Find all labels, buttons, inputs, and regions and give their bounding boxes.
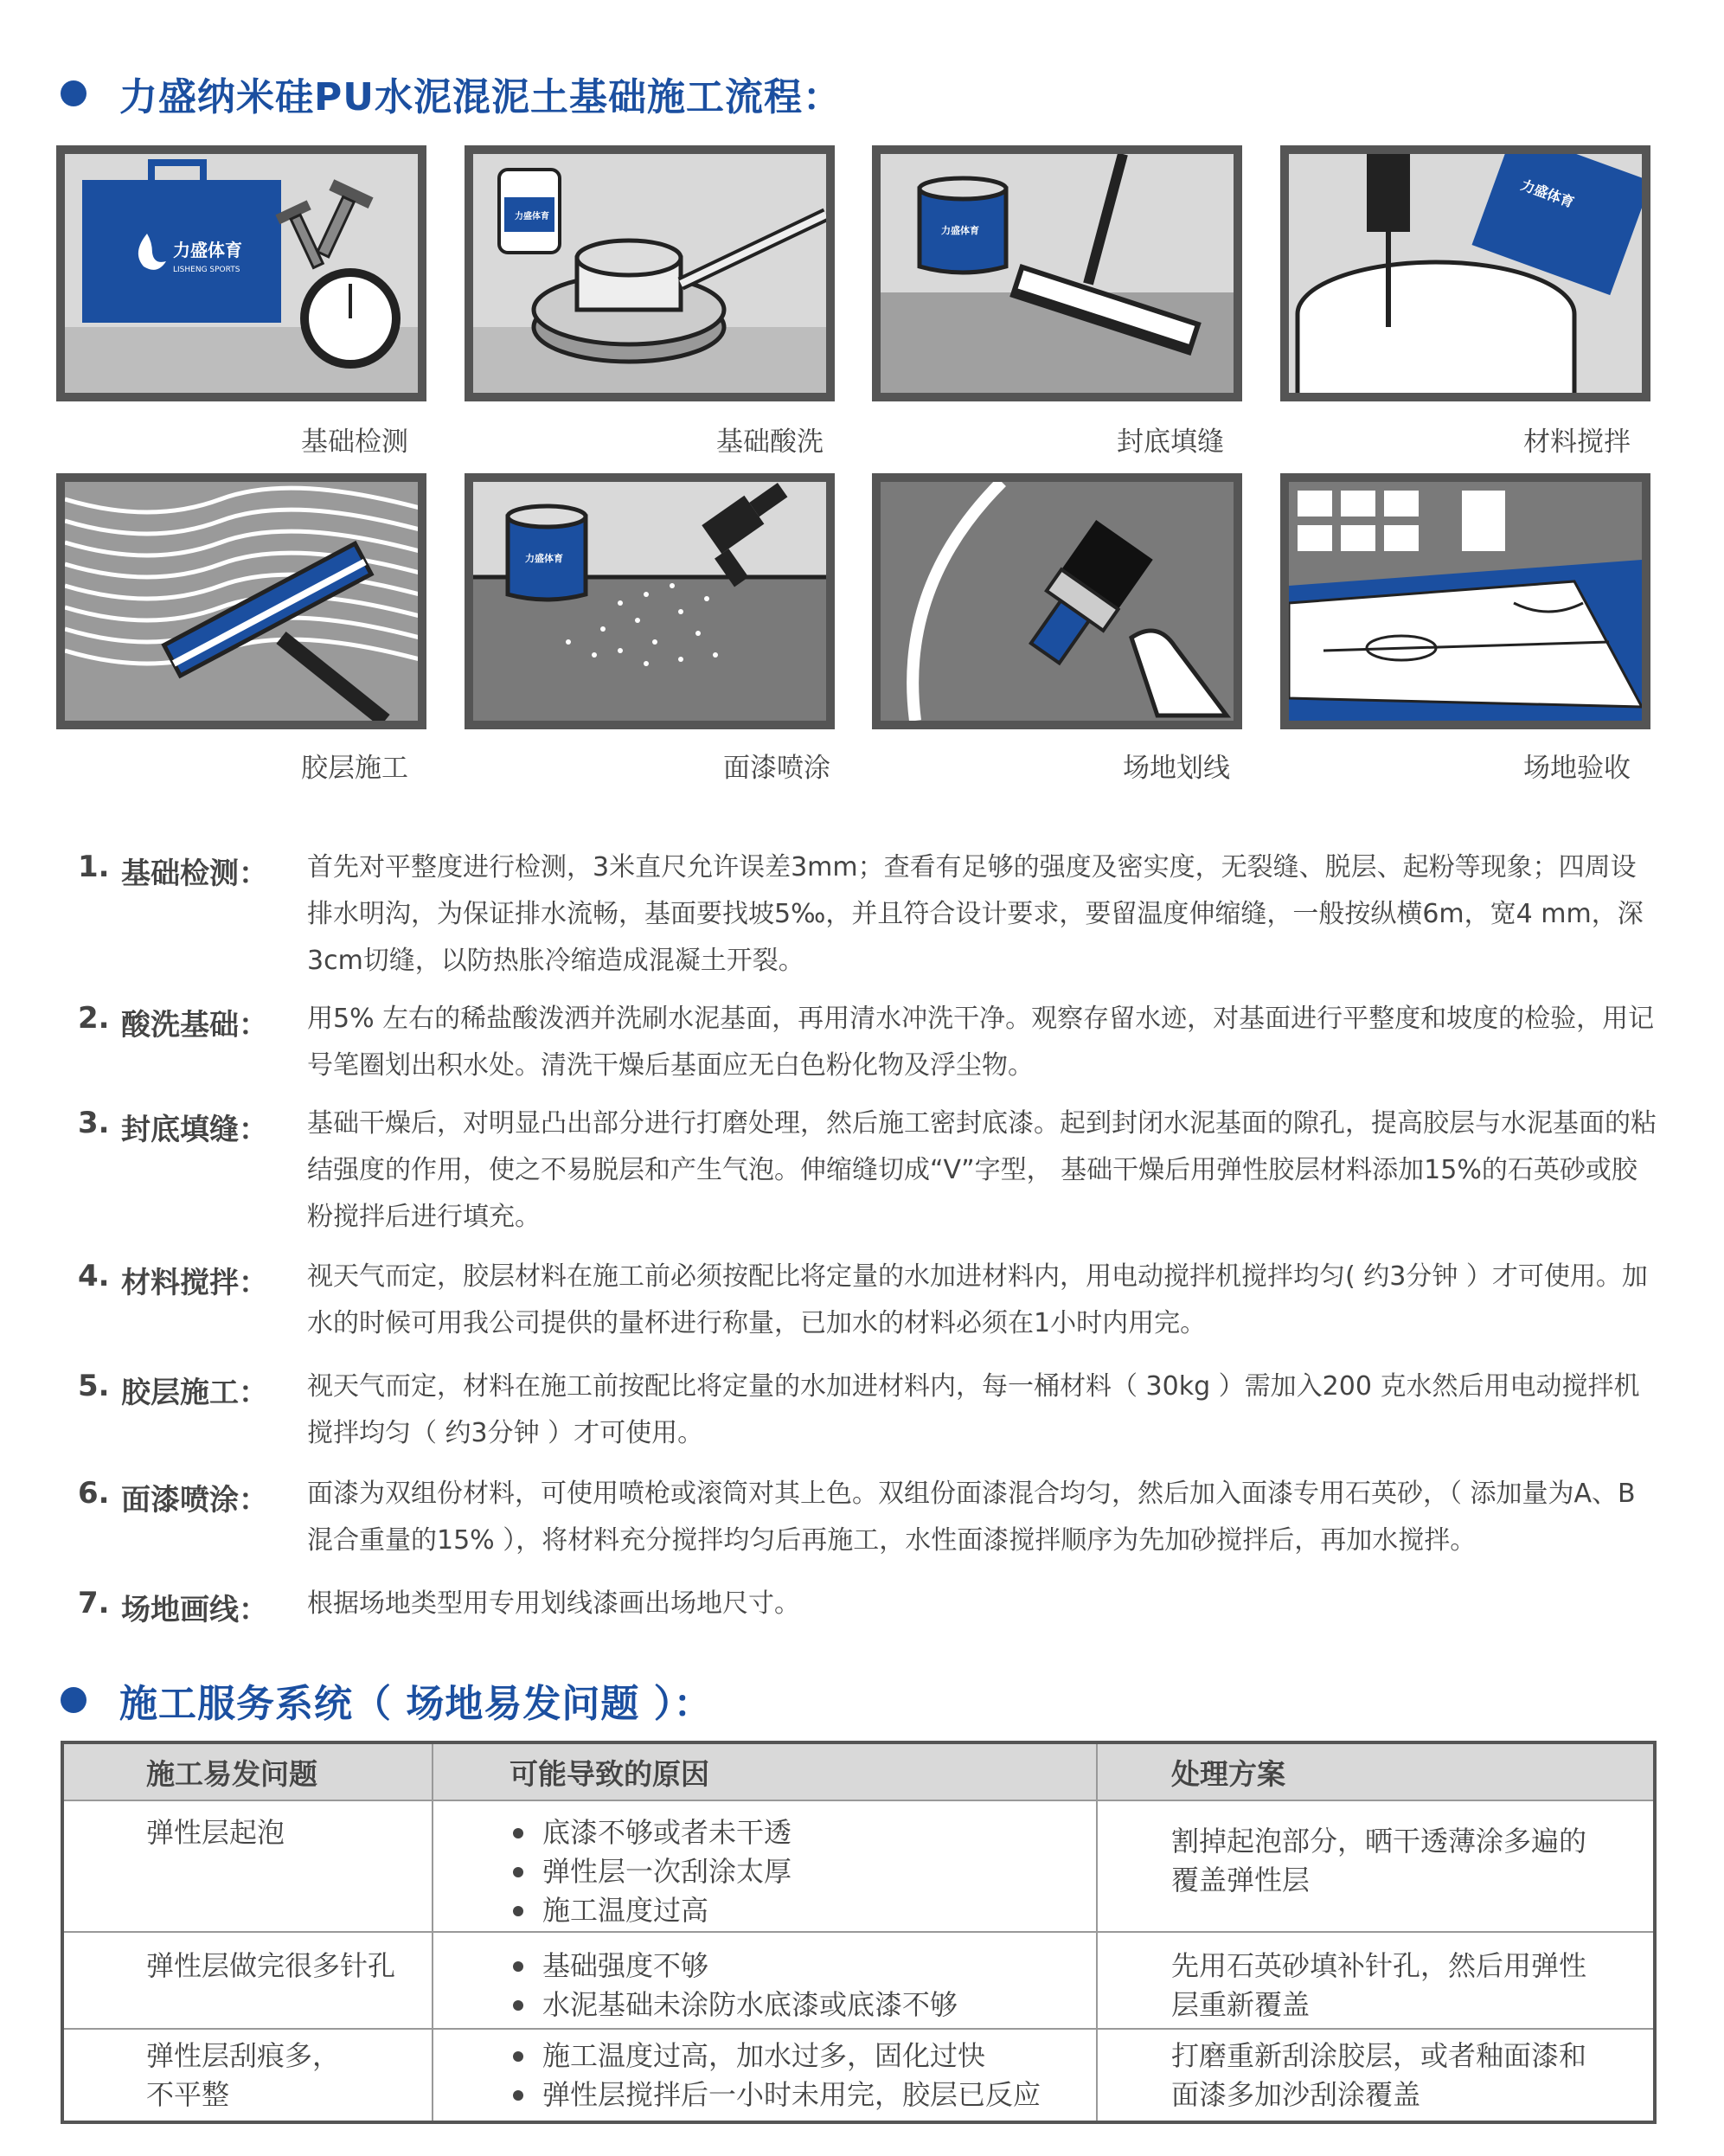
illustration-acid-wash — [465, 145, 835, 401]
column-header: 施工易发问题 — [62, 1742, 433, 1800]
illustration-material-mixing — [1280, 145, 1650, 401]
list-item: 水泥基础未涂防水底漆或底漆不够 — [510, 1986, 1095, 2024]
problem-line: 不平整 — [146, 2078, 230, 2111]
caption-step-4: 材料搅拌 — [1523, 427, 1631, 458]
procedure-text: 面漆为双组份材料，可使用喷枪或滚筒对其上色。双组份面漆混合均匀，然后加入面漆专用石英砂，（ 添加量为A、B混合重量的15% ），将材料充分搅拌均匀后再施工，水性面漆搅拌顺序为先加砂搅拌后，再加水搅拌。 — [307, 1479, 1636, 1556]
floor-grinder-icon — [473, 154, 826, 393]
sports-court-icon — [1289, 482, 1642, 721]
solution-line: 覆盖弹性层 — [1171, 1864, 1311, 1896]
illustration-site-acceptance — [1280, 473, 1650, 729]
trowel-icon — [65, 482, 418, 721]
svg-text:LISHENG SPORTS: LISHENG SPORTS — [173, 266, 240, 274]
table-header-row — [62, 1742, 1655, 1800]
procedure-item: 7. 场地画线： 根据场地类型用专用划线漆画出场地尺寸。 — [78, 1586, 1661, 1628]
svg-text:力盛体育: 力盛体育 — [1518, 176, 1577, 211]
section-title: 力盛纳米硅PU水泥混泥土基础施工流程： — [119, 75, 842, 119]
procedure-text: 视天气而定，胶层材料在施工前必须按配比将定量的水加进材料内，用电动搅拌机搅拌均匀( 约3分钟 ）才可使用。加水的时候可用我公司提供的量杯进行称量，已加水的材料必须在1小时内用完。 — [307, 1261, 1648, 1338]
illustration-seal-fill — [872, 145, 1242, 401]
table-row — [62, 2029, 1655, 2122]
solution-line: 割掉起泡部分，晒干透薄涂多遍的 — [1171, 1825, 1587, 1858]
solution-line: 先用石英砂填补针孔，然后用弹性 — [1171, 1949, 1587, 1982]
procedure-text: 视天气而定，材料在施工前按配比将定量的水加进材料内，每一桶材料（ 30kg ）需加入200 克水然后用电动搅拌机搅拌均匀（ 约3分钟 ）才可使用。 — [307, 1371, 1640, 1448]
problem-cell: 弹性层做完很多针孔 — [146, 1949, 396, 1982]
solution-line: 打磨重新刮涂胶层，或者釉面漆和 — [1171, 2039, 1587, 2072]
illustration-foundation-inspection — [56, 145, 426, 401]
causes-list — [510, 1813, 1095, 1930]
procedure-item: 5. 胶层施工： 视天气而定，材料在施工前按配比将定量的水加进材料内，每一桶材料（ 30kg ）需加入200 克水然后用电动搅拌机搅拌均匀（ 约3分钟 ）才可使用。 — [78, 1369, 1661, 1457]
list-item: 底漆不够或者未干透 — [510, 1813, 1095, 1852]
procedure-item: 3. 封底填缝： 基础干燥后，对明显凸出部分进行打磨处理，然后施工密封底漆。起到封闭水泥基面的隙孔，提高胶层与水泥基面的粘结强度的作用，使之不易脱层和产生气泡。伸缩缝切成“V”字型， 基础干燥后用弹性胶层材料添加15%的石英砂或胶粉搅拌后进行填充。 — [78, 1106, 1661, 1241]
svg-text:力盛体育: 力盛体育 — [525, 553, 563, 564]
problem-cell: 弹性层起泡 — [146, 1816, 285, 1849]
table-row — [62, 1932, 1655, 2029]
caption-step-3: 封底填缝 — [1117, 427, 1224, 458]
caption-step-2: 基础酸洗 — [716, 427, 824, 458]
list-item: 施工温度过高，加水过多，固化过快 — [510, 2037, 1095, 2076]
procedure-text: 用5% 左右的稀盐酸泼洒并洗刷水泥基面，再用清水冲洗干净。观察存留水迹，对基面进行平整度和坡度的检验，用记号笔圈划出积水处。清洗干燥后基面应无白色粉化物及浮尘物。 — [307, 1004, 1655, 1081]
list-item: 弹性层一次刮涂太厚 — [510, 1852, 1095, 1891]
inspection-kit-icon — [65, 154, 418, 393]
caption-step-8: 场地验收 — [1523, 753, 1631, 784]
procedure-item: 2. 酸洗基础： 用5% 左右的稀盐酸泼洒并洗刷水泥基面，再用清水冲洗干净。观察存留水迹，对基面进行平整度和坡度的检验，用记号笔圈划出积水处。清洗干燥后基面应无白色粉化物及浮尘物。 — [78, 1001, 1661, 1089]
bullet-dot-icon — [61, 80, 87, 106]
procedure-text: 基础干燥后，对明显凸出部分进行打磨处理，然后施工密封底漆。起到封闭水泥基面的隙孔，提高胶层与水泥基面的粘结强度的作用，使之不易脱层和产生气泡。伸缩缝切成“V”字型， 基础干燥后用弹性胶层材料添加15%的石英砂或胶粉搅拌后进行填充。 — [307, 1108, 1657, 1232]
procedure-title: 酸洗基础： — [121, 1008, 268, 1043]
list-item: 施工温度过高 — [510, 1891, 1095, 1930]
mixer-drill-icon — [1289, 154, 1642, 393]
procedure-item: 1. 基础检测： 首先对平整度进行检测，3米直尺允许误差3mm；查看有足够的强度及密实度，无裂缝、脱层、起粉等现象；四周设排水明沟，为保证排水流畅，基面要找坡5‰，并且符合设计要求，要留温度伸缩缝，一般按纵横6m，宽4 mm，深3cm切缝，以防热胀冷缩造成混凝土开裂。 — [78, 850, 1661, 985]
table-row — [62, 1800, 1655, 1932]
section-heading-process — [61, 66, 842, 121]
procedure-title: 胶层施工： — [121, 1376, 268, 1410]
procedure-item: 6. 面漆喷涂： 面漆为双组份材料，可使用喷枪或滚筒对其上色。双组份面漆混合均匀，然后加入面漆专用石英砂，（ 添加量为A、B混合重量的15% ），将材料充分搅拌均匀后再施工，水性面漆搅拌顺序为先加砂搅拌后，再加水搅拌。 — [78, 1476, 1661, 1564]
procedure-title: 材料搅拌： — [121, 1266, 268, 1300]
solution-line: 层重新覆盖 — [1171, 1988, 1311, 2021]
issues-table — [61, 1741, 1657, 2124]
spray-gun-icon — [473, 482, 826, 721]
paint-brush-icon — [881, 482, 1234, 721]
procedure-item: 4. 材料搅拌： 视天气而定，胶层材料在施工前必须按配比将定量的水加进材料内，用电动搅拌机搅拌均匀( 约3分钟 ）才可使用。加水的时候可用我公司提供的量杯进行称量，已加水的材料必须在1小时内用完。 — [78, 1259, 1661, 1347]
caption-step-1: 基础检测 — [301, 427, 408, 458]
procedure-text: 根据场地类型用专用划线漆画出场地尺寸。 — [307, 1588, 800, 1619]
procedure-text: 首先对平整度进行检测，3米直尺允许误差3mm；查看有足够的强度及密实度，无裂缝、脱层、起粉等现象；四周设排水明沟，为保证排水流畅，基面要找坡5‰，并且符合设计要求，要留温度伸缩缝，一般按纵横6m，宽4 mm，深3cm切缝，以防热胀冷缩造成混凝土开裂。 — [307, 852, 1644, 976]
problem-line: 弹性层刮痕多， — [146, 2039, 341, 2072]
procedure-title: 基础检测： — [121, 857, 268, 891]
svg-text:力盛体育: 力盛体育 — [515, 212, 549, 221]
caption-step-5: 胶层施工 — [301, 753, 408, 784]
causes-list — [510, 2037, 1095, 2114]
procedure-title: 场地画线： — [121, 1593, 268, 1627]
list-item: 基础强度不够 — [510, 1947, 1095, 1986]
svg-text:力盛体育: 力盛体育 — [173, 240, 242, 260]
procedure-title: 面漆喷涂： — [121, 1483, 268, 1518]
column-header: 处理方案 — [1097, 1742, 1655, 1800]
illustration-base-layer — [56, 473, 426, 729]
bullet-dot-icon — [61, 1687, 87, 1713]
procedure-title: 封底填缝： — [121, 1113, 268, 1147]
svg-text:力盛体育: 力盛体育 — [941, 225, 979, 236]
squeegee-icon — [881, 154, 1234, 393]
section-heading-issues — [61, 1672, 713, 1728]
solution-line: 面漆多加沙刮涂覆盖 — [1171, 2078, 1421, 2111]
illustration-line-marking — [872, 473, 1242, 729]
causes-list — [510, 1947, 1095, 2024]
section-title: 施工服务系统（ 场地易发问题 ）： — [119, 1682, 713, 1726]
column-header: 可能导致的原因 — [433, 1742, 1097, 1800]
list-item: 弹性层搅拌后一小时未用完，胶层已反应 — [510, 2076, 1095, 2114]
caption-step-6: 面漆喷涂 — [723, 753, 830, 784]
illustration-topcoat-spray — [465, 473, 835, 729]
caption-step-7: 场地划线 — [1123, 753, 1230, 784]
